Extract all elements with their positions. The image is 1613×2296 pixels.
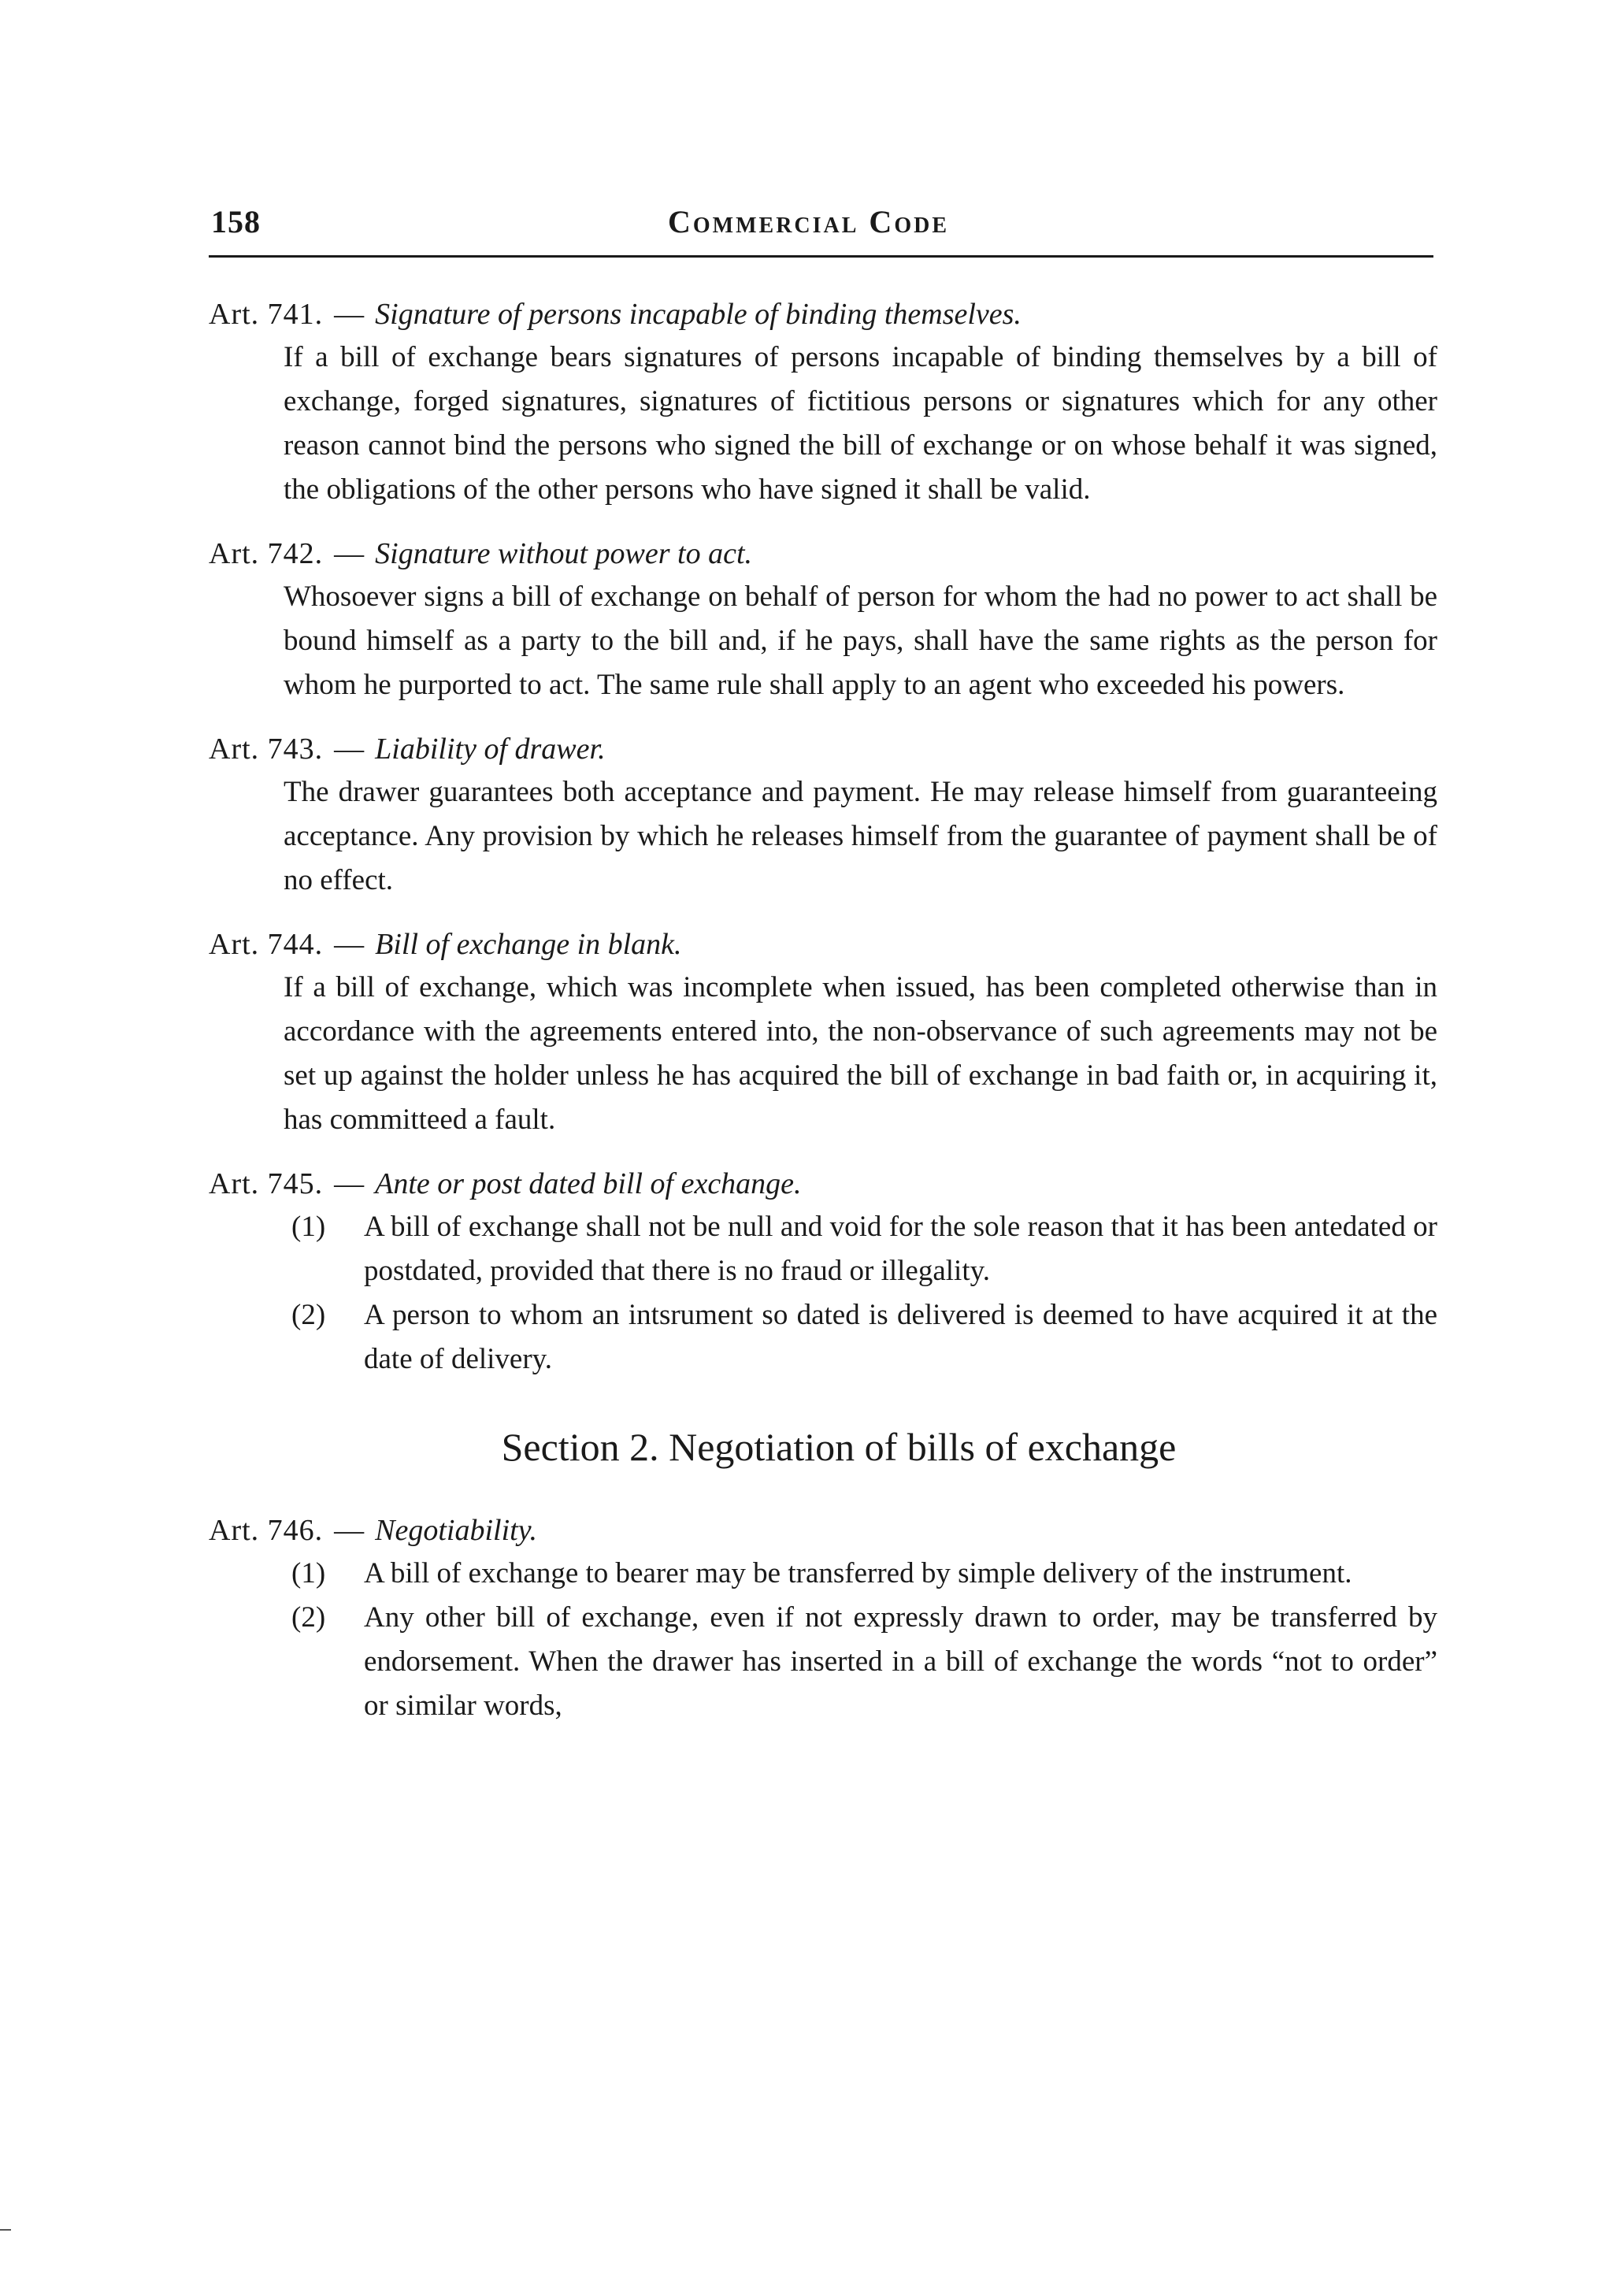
article-heading <box>209 1163 1437 1205</box>
article-heading <box>209 293 1437 336</box>
subsection-text: A bill of exchange shall not be null and void for the sole reason that it has been antedated or postdated, provided that there is no fraud or illegality. <box>364 1211 1437 1287</box>
article-number: Art. 744. <box>209 928 324 961</box>
subsection-text: A bill of exchange to bearer may be transferred by simple delivery of the instrument. <box>364 1557 1352 1589</box>
article-title: Signature without power to act. <box>375 537 753 570</box>
article-title: Signature of persons incapable of binding themselves. <box>375 298 1022 331</box>
article-number: Art. 743. <box>209 733 324 766</box>
article-body: Whosoever signs a bill of exchange on behalf of person for whom the had no power to act shall be bound himself as a party to the bill and, if he pays, shall have the same rights as the person for whom he purported to act. The same rule shall apply to an agent who exceeded his powers. <box>284 580 1437 701</box>
article-dash: — <box>334 733 365 766</box>
header-rule <box>209 255 1433 258</box>
article-746 <box>209 1509 1437 1728</box>
article-744 <box>209 923 1437 1142</box>
article-title: Liability of drawer. <box>375 733 606 766</box>
article-745 <box>209 1163 1437 1382</box>
article-title: Ante or post dated bill of exchange. <box>375 1167 802 1200</box>
article-dash: — <box>334 1514 365 1547</box>
article-743 <box>209 728 1437 903</box>
article-title: Negotiability. <box>375 1514 537 1547</box>
article-subsection <box>291 1205 1437 1293</box>
margin-mark <box>0 2229 11 2231</box>
article-heading <box>209 728 1437 770</box>
subsection-label: (1) <box>291 1211 326 1243</box>
running-title: Commercial Code <box>668 204 949 239</box>
section-heading: Section 2. Negotiation of bills of exchange <box>501 1425 1177 1469</box>
article-heading <box>209 1509 1437 1552</box>
article-number: Art. 745. <box>209 1167 324 1200</box>
article-dash: — <box>334 298 365 331</box>
article-dash: — <box>334 1167 365 1200</box>
article-body: The drawer guarantees both acceptance and payment. He may release himself from guaranteeing acceptance. Any provision by which he releases himself from the guarantee of payment shall be of no effect. <box>284 776 1437 896</box>
article-dash: — <box>334 537 365 570</box>
subsection-label: (1) <box>291 1557 326 1589</box>
article-dash: — <box>334 928 365 961</box>
article-heading <box>209 532 1437 575</box>
article-subsection <box>291 1596 1437 1728</box>
subsection-label: (2) <box>291 1299 326 1331</box>
subsection-text: Any other bill of exchange, even if not expressly drawn to order, may be transferred by endorsement. When the drawer has inserted in a bill of exchange the words “not to order” or similar words, <box>364 1601 1437 1722</box>
subsection-text: A person to whom an intsrument so dated is delivered is deemed to have acquired it at the date of delivery. <box>364 1299 1437 1375</box>
article-body: If a bill of exchange bears signatures of persons incapable of binding themselves by a bill of exchange, forged signatures, signatures of fictitious persons or signatures which for any other reason cannot bind the persons who signed the bill of exchange or on whose behalf it was signed, the obligations of the other persons who have signed it shall be valid. <box>284 341 1437 506</box>
article-742 <box>209 532 1437 707</box>
article-title: Bill of exchange in blank. <box>375 928 682 961</box>
page-number: 158 <box>211 204 261 239</box>
article-subsection <box>291 1552 1437 1596</box>
running-head <box>211 203 1432 250</box>
article-body: If a bill of exchange, which was incomplete when issued, has been completed otherwise than in accordance with the agreements entered into, the non-observance of such agreements may not be set up against the holder unless he has acquired the bill of exchange in bad faith or, in acquiring it, has committeed a fault. <box>284 971 1437 1136</box>
article-number: Art. 742. <box>209 537 324 570</box>
article-741 <box>209 293 1437 512</box>
article-number: Art. 741. <box>209 298 324 331</box>
page-content <box>209 293 1437 1749</box>
article-number: Art. 746. <box>209 1514 324 1547</box>
article-heading <box>209 923 1437 966</box>
subsection-label: (2) <box>291 1601 326 1634</box>
article-subsection <box>291 1293 1437 1382</box>
